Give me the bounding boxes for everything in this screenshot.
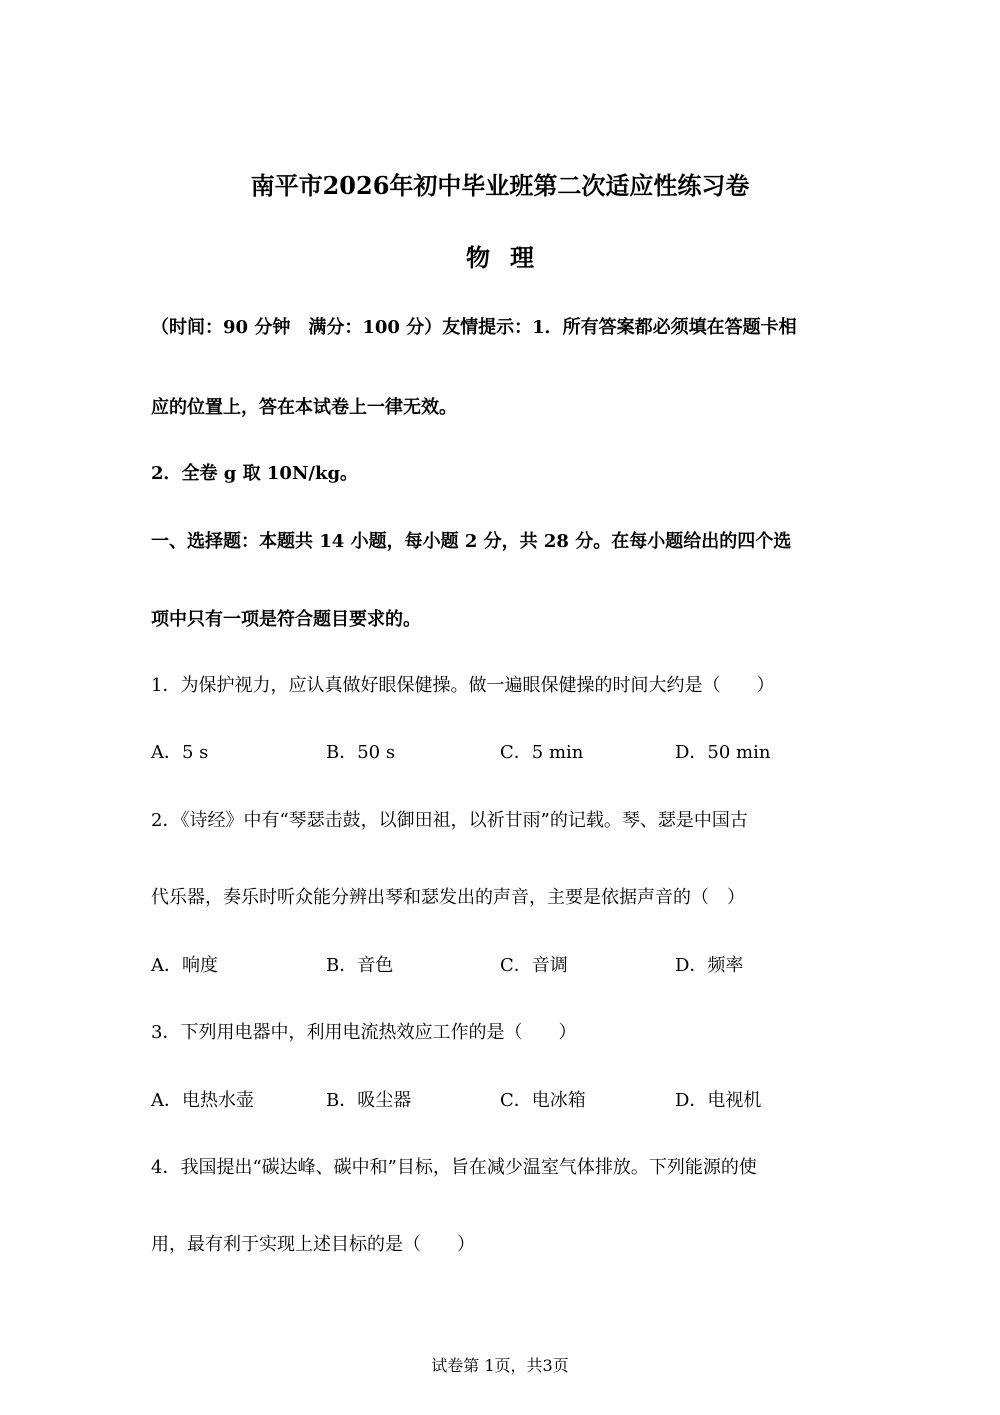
question-2-stem-line-1: 2．《诗经》中有“琴瑟击鼓，以御田祖，以祈甘雨”的记载。琴、瑟是中国古	[151, 810, 748, 831]
question-1-option-d: D．50 min	[675, 742, 771, 763]
question-4-stem-line-2: 用，最有利于实现上述目标的是（ ）	[151, 1234, 475, 1255]
question-3-option-a: A．电热水壶	[151, 1090, 254, 1111]
section-heading-line-2: 项中只有一项是符合题目要求的。	[151, 609, 421, 630]
question-3-option-d: D．电视机	[675, 1090, 762, 1111]
question-2-option-c: C．音调	[500, 955, 568, 976]
notice-line-3: 2．全卷 g 取 10N/kg。	[151, 463, 359, 484]
notice-line-1: （时间：90 分钟 满分：100 分）友情提示：1．所有答案都必须填在答题卡相	[151, 317, 797, 338]
section-heading-line-1: 一、选择题：本题共 14 小题，每小题 2 分，共 28 分。在每小题给出的四个选	[151, 531, 792, 552]
exam-title: 南平市2026年初中毕业班第二次适应性练习卷	[250, 171, 750, 200]
question-2-option-a: A．响度	[151, 955, 218, 976]
question-2-stem-line-2: 代乐器，奏乐时听众能分辨出琴和瑟发出的声音，主要是依据声音的（ ）	[151, 887, 745, 908]
question-2-option-d: D．频率	[675, 955, 744, 976]
question-1-option-b: B．50 s	[326, 742, 396, 763]
question-2-option-b: B．音色	[326, 955, 394, 976]
question-1-option-c: C．5 min	[500, 742, 584, 763]
question-3-stem: 3．下列用电器中，利用电流热效应工作的是（ ）	[151, 1022, 577, 1043]
page-footer: 试卷第 1页，共3页	[431, 1356, 569, 1375]
notice-line-2: 应的位置上，答在本试卷上一律无效。	[151, 397, 457, 418]
question-3-option-b: B．吸尘器	[326, 1090, 412, 1111]
question-4-stem-line-1: 4．我国提出“碳达峰、碳中和”目标，旨在减少温室气体排放。下列能源的使	[151, 1157, 757, 1178]
subject-title: 物理	[466, 243, 554, 272]
question-3-option-c: C．电冰箱	[500, 1090, 586, 1111]
question-1-option-a: A．5 s	[151, 742, 209, 763]
question-1-stem: 1．为保护视力，应认真做好眼保健操。做一遍眼保健操的时间大约是（ ）	[151, 675, 775, 696]
